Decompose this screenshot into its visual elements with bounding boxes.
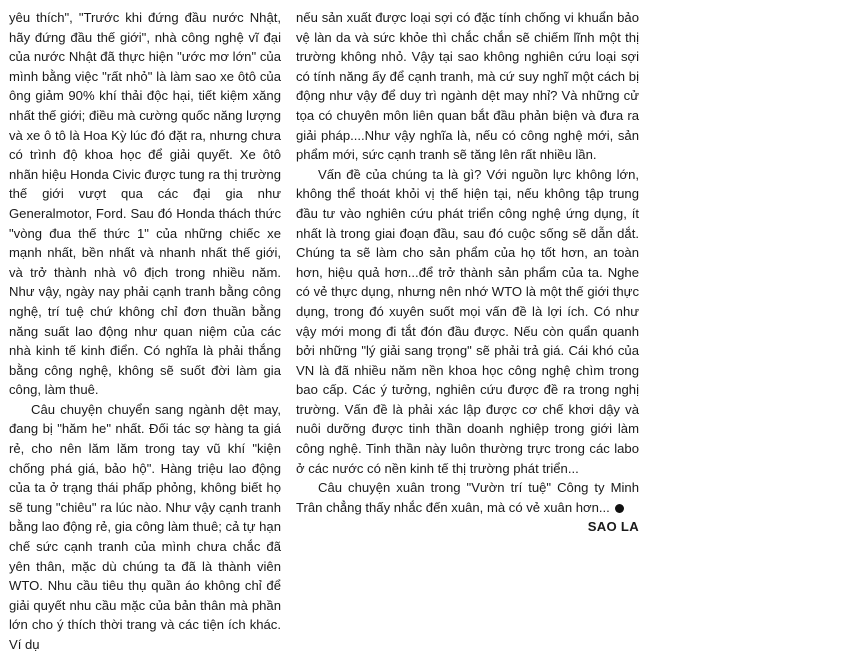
article-left-column: [9, 8, 281, 655]
paragraph-honda: yêu thích", "Trước khi đứng đầu nước Nhật, hãy đứng đầu thế giới", nhà công nghệ vĩ đại của nước Nhật đã thực hiện "ước mơ lớn" của mình bằng việc "rất nhỏ" là làm sao xe ôtô của ông giảm 90% khí thải độc hại, tiết kiệm xăng nhất thế giới; điều mà cường quốc năng lượng và xe ô tô là Hoa Kỳ lúc đó đặt ra, nhưng chưa có trình độ khoa học để giải quyết. Xe ôtô nhãn hiệu Honda Civic được tung ra thị trường thế giới vượt qua các đại gia như Generalmotor, Ford. Sau đó Honda thách thức "vòng đua thế thức 1" của những chiếc xe mạnh nhất, bền nhất và nhanh nhất thế giới, và trở thành nhà vô địch trong nhiều năm. Như vậy, ngày nay phải cạnh tranh bằng công nghệ, trí tuệ chứ không chỉ đơn thuần bằng năng suất lao động như quan niệm của các nhà kinh tế kinh điển. Có nghĩa là phải thắng bằng công nghệ, không sẽ suốt đời làm gia công, làm thuê.: [9, 10, 281, 398]
paragraph-our-problem: Vấn đề của chúng ta là gì? Với nguồn lực không lớn, không thể thoát khỏi vị thế hiện tại, nếu không tập trung đầu tư vào nghiên cứu phát triển công nghệ ứng dụng, ít nhất là trong giai đoạn đầu, sau đó cuộc sống sẽ dẫn dắt. Chúng ta sẽ làm cho sản phẩm của họ tốt hơn, an toàn hơn, hiệu quả hơn...để trở thành sản phẩm của ta. Nghe có vẻ thực dụng, nhưng nên nhớ WTO là một thế giới thực dụng, trong đó xuyên suốt mọi vấn đề là lợi ích. Có như vậy mới mong đi tắt đón đầu được. Nếu còn quẩn quanh bởi những "lý giải sang trọng" sẽ phải trả giá. Cái khó của VN là đã nhiều năm nền khoa học công nghệ chìm trong bao cấp. Các ý tưởng, nghiên cứu được đề ra trong nghị trường. Vấn đề là phải xác lập được cơ chế khơi dậy và nuôi dưỡng được tinh thần doanh nghiệp trong giới làm công nghệ. Tinh thần này luôn thường trực trong các labo ở các nước có nền kinh tế thị trường phát triển...: [296, 166, 639, 476]
paragraph-textile: Câu chuyện chuyển sang ngành dệt may, đang bị "hăm he" nhất. Đối tác sợ hàng ta giá rẻ, cho nên lăm lăm trong tay vũ khí "kiện chống phá giá, bảo hộ". Hàng triệu lao động của ta ở trạng thái phấp phỏng, không biết họ sẽ tung "chiêu" ra lúc nào. Như vậy cạnh tranh bằng lao động rẻ, gia công làm thuê; cả tự hạn chế sức cạnh tranh của mình chưa chắc đã yên thân, mặc dù chúng ta đã là thành viên WTO. Nhu cầu tiêu thụ quần áo không chỉ để giải quyết nhu cầu mặc của bản thân mà phần lớn cho ý thích thời trang và các tiện ích khác. Ví dụ: [9, 401, 281, 652]
author-signature: SAO LA: [587, 519, 639, 535]
article-right-column: [296, 8, 639, 537]
end-of-article-bullet-icon: [615, 504, 624, 513]
closing-text: Câu chuyện xuân trong "Vườn trí tuệ" Công ty Minh Trân chẳng thấy nhắc đến xuân, mà có vẻ xuân hơn...: [296, 480, 639, 515]
paragraph-antibacterial-fiber: nếu sản xuất được loại sợi có đặc tính chống vi khuẩn bảo vệ làn da và sức khỏe thì chắc chắn sẽ chiếm lĩnh một thị trường không nhỏ. Vậy tại sao không nghiên cứu loại sợi có tính năng ấy để cạnh tranh, mà cứ suy nghĩ một cách bị động như vậy để duy trì ngành dệt may nhỉ? Và những cử tọa có chuyên môn liên quan bắt đầu phản biện và đưa ra giải pháp....Như vậy nghĩa là, nếu có công nghệ mới, sản phẩm mới, sức cạnh tranh sẽ tăng lên rất nhiều lần.: [296, 10, 639, 163]
paragraph-closing: [296, 478, 639, 517]
